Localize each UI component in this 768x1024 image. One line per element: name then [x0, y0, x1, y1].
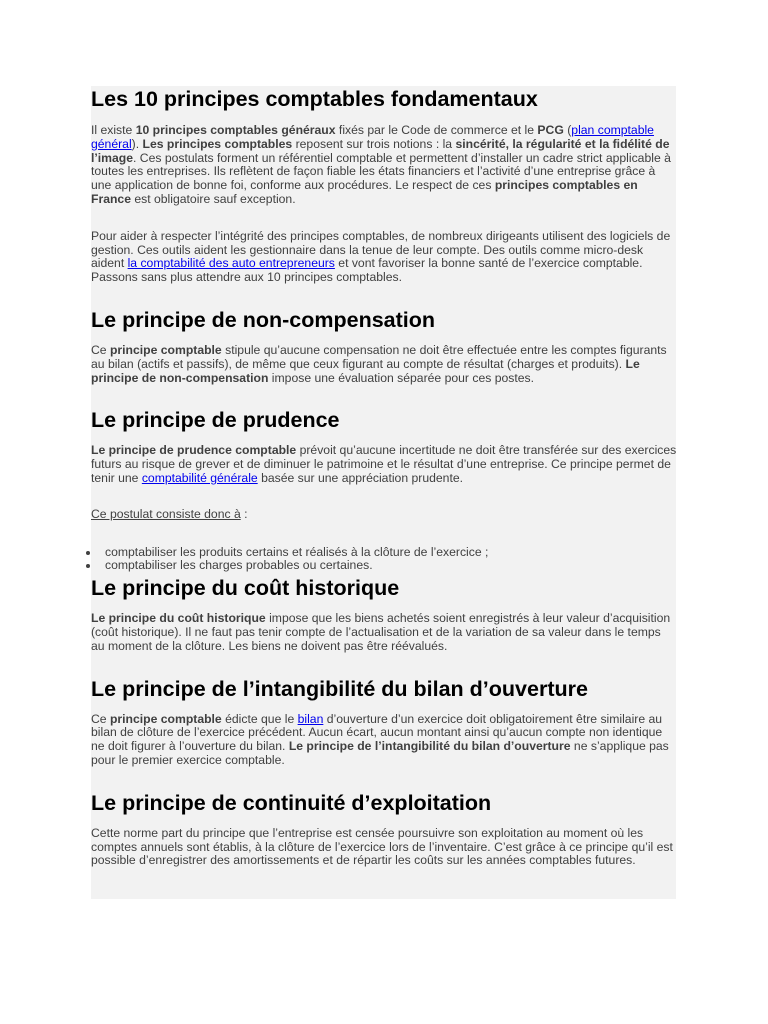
section-heading-cout-historique: Le principe du coût historique	[91, 576, 400, 601]
prudence-paragraph: Le principe de prudence comptable prévoit qu’aucune incertitude ne doit être transférée sur des exercices futurs au risque de grever et de diminuer le patrimoine et le résultat d’une entreprise. Ce principe permet de tenir une comptabilité générale basée sur une appréciation prudente.	[91, 443, 677, 485]
non-compensation-paragraph: Ce principe comptable stipule qu’aucune compensation ne doit être effectuée entre les comptes figurants au bilan (actifs et passifs), de même que ceux figurant au compte de résultat (charges et produits). Le principe de non-compensation impose une évaluation séparée pour ces postes.	[91, 342, 667, 385]
intro-paragraph-2: Pour aider à respecter l’intégrité des principes comptables, de nombreux dirigeants utilisent des logiciels de gestion. Ces outils aident les gestionnaire dans la tenue de leur compte. Des outils comme micro-desk aident la comptabilité des auto entrepreneurs et vont favoriser la bonne santé de l’exercice comptable. Passons sans plus attendre aux 10 principes comptables.	[91, 228, 671, 285]
section-heading-continuite: Le principe de continuité d’exploitation	[91, 790, 492, 815]
list-item: comptabiliser les charges probables ou certaines.	[91, 559, 677, 573]
prudence-list	[91, 546, 677, 574]
list-item: comptabiliser les produits certains et réalisés à la clôture de l’exercice ;	[91, 546, 677, 560]
section-heading-prudence: Le principe de prudence	[91, 408, 340, 433]
link-plan-comptable-general[interactable]: plan comptable général	[91, 123, 654, 151]
link-bilan[interactable]: bilan	[297, 711, 324, 726]
continuite-paragraph: Cette norme part du principe que l’entreprise est censée poursuivre son exploitation au moment où les comptes annuels sont établis, à la clôture de l’exercice lors de l’inventaire. C’est grâce à ce principe qu’il est possible d’enregistrer des amortissements et de répartir les coûts sur les années comptables futures.	[91, 825, 673, 868]
document-page	[91, 86, 677, 868]
section-heading-non-compensation: Le principe de non-compensation	[91, 307, 436, 332]
intangibilite-paragraph: Ce principe comptable édicte que le bilan d’ouverture d’un exercice doit obligatoirement être similaire au bilan de clôture de l’exercice précédent. Aucun écart, aucun montant ainsi qu’aucun compte non identique ne doit figurer à l’ouverture du bilan. Le principe de l’intangibilité du bilan d’ouverture ne s’applique pas pour le premier exercice comptable.	[91, 711, 669, 767]
link-comptabilite-auto-entrepreneurs[interactable]: la comptabilité des auto entrepreneurs	[127, 256, 335, 271]
cout-historique-paragraph: Le principe du coût historique impose que les biens achetés soient enregistrés à leur valeur d’acquisition (coût historique). Il ne faut pas tenir compte de l’actualisation et de la variation de sa valeur dans le temps au moment de la clôture. Les biens ne doivent pas être réévalués.	[91, 611, 671, 653]
link-comptabilite-generale[interactable]: comptabilité générale	[141, 470, 258, 485]
main-heading: Les 10 principes comptables fondamentaux	[91, 87, 538, 111]
section-heading-intangibilite: Le principe de l’intangibilité du bilan d’ouverture	[91, 676, 588, 701]
prudence-postulat-line: Ce postulat consiste donc à :	[91, 506, 248, 521]
intro-paragraph: Il existe 10 principes comptables généraux fixés par le Code de commerce et le PCG (plan comptable général). Les principes comptables reposent sur trois notions : la sincérité, la régularité et la fidélité de l’image. Ces postulats forment un référentiel comptable et permettent d’installer un cadre strict applicable à toutes les entreprises. Ils reflètent de façon fiable les états financiers et l’activité d’une entreprise grâce à une application de bonne foi, conforme aux procédures. Le respect de ces principes comptables en France est obligatoire sauf exception.	[91, 123, 671, 206]
